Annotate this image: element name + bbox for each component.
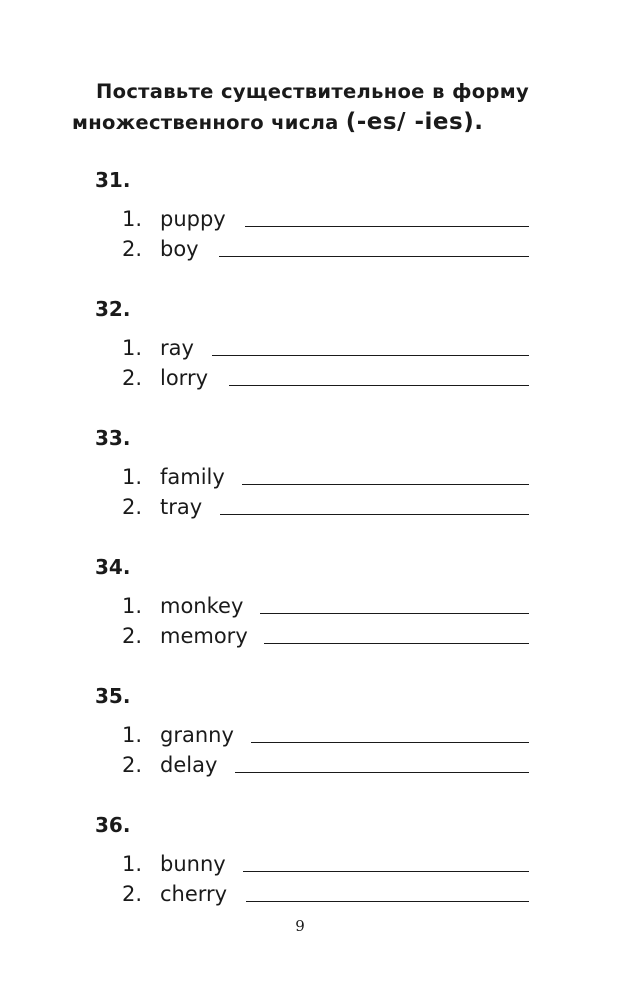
answer-line[interactable] [212,355,529,356]
item-index: 1. [121,852,142,876]
item-index: 2. [121,237,142,261]
item-index: 2. [121,366,142,390]
exercise-32 [0,289,619,419]
answer-line[interactable] [220,514,529,515]
exercise-number: 36. [95,813,131,837]
item-index: 1. [121,336,142,360]
instruction-line-2-text: множественного числа [72,111,339,134]
exercise-item [0,849,619,879]
item-word: boy [160,237,199,261]
exercise-item [0,234,619,264]
item-word: monkey [160,594,244,618]
page-number: 9 [295,917,305,935]
instruction-text [72,76,529,138]
item-word: bunny [160,852,226,876]
item-word: family [160,465,225,489]
item-word: ray [160,336,194,360]
answer-line[interactable] [246,901,529,902]
item-word: lorry [160,366,209,390]
item-word: puppy [160,207,226,231]
exercise-item [0,720,619,750]
exercise-item [0,204,619,234]
item-word: cherry [160,882,228,906]
answer-line[interactable] [245,226,529,227]
exercise-item [0,492,619,522]
answer-line[interactable] [229,385,529,386]
exercise-31 [0,160,619,290]
exercise-35 [0,676,619,806]
exercise-item [0,333,619,363]
exercise-number: 31. [95,168,131,192]
item-word: granny [160,723,234,747]
item-index: 1. [121,723,142,747]
exercise-34 [0,547,619,677]
item-index: 1. [121,465,142,489]
answer-line[interactable] [219,256,529,257]
exercise-item [0,591,619,621]
exercise-item [0,363,619,393]
exercise-number: 32. [95,297,131,321]
item-word: memory [160,624,248,648]
answer-line[interactable] [264,643,529,644]
exercise-item [0,621,619,651]
item-word: delay [160,753,218,777]
instruction-line-1: Поставьте существительное в форму [96,80,529,103]
item-index: 1. [121,594,142,618]
exercise-number: 34. [95,555,131,579]
item-index: 2. [121,753,142,777]
answer-line[interactable] [251,742,529,743]
exercise-number: 33. [95,426,131,450]
exercise-33 [0,418,619,548]
item-index: 2. [121,624,142,648]
item-index: 2. [121,882,142,906]
exercise-item [0,879,619,909]
instruction-suffix: (-es/ -ies). [345,109,484,135]
item-index: 2. [121,495,142,519]
answer-line[interactable] [243,871,529,872]
answer-line[interactable] [235,772,529,773]
answer-line[interactable] [260,613,529,614]
exercise-number: 35. [95,684,131,708]
instruction-line-2 [72,107,529,138]
exercise-item [0,462,619,492]
item-word: tray [160,495,203,519]
item-index: 1. [121,207,142,231]
exercise-item [0,750,619,780]
answer-line[interactable] [242,484,529,485]
